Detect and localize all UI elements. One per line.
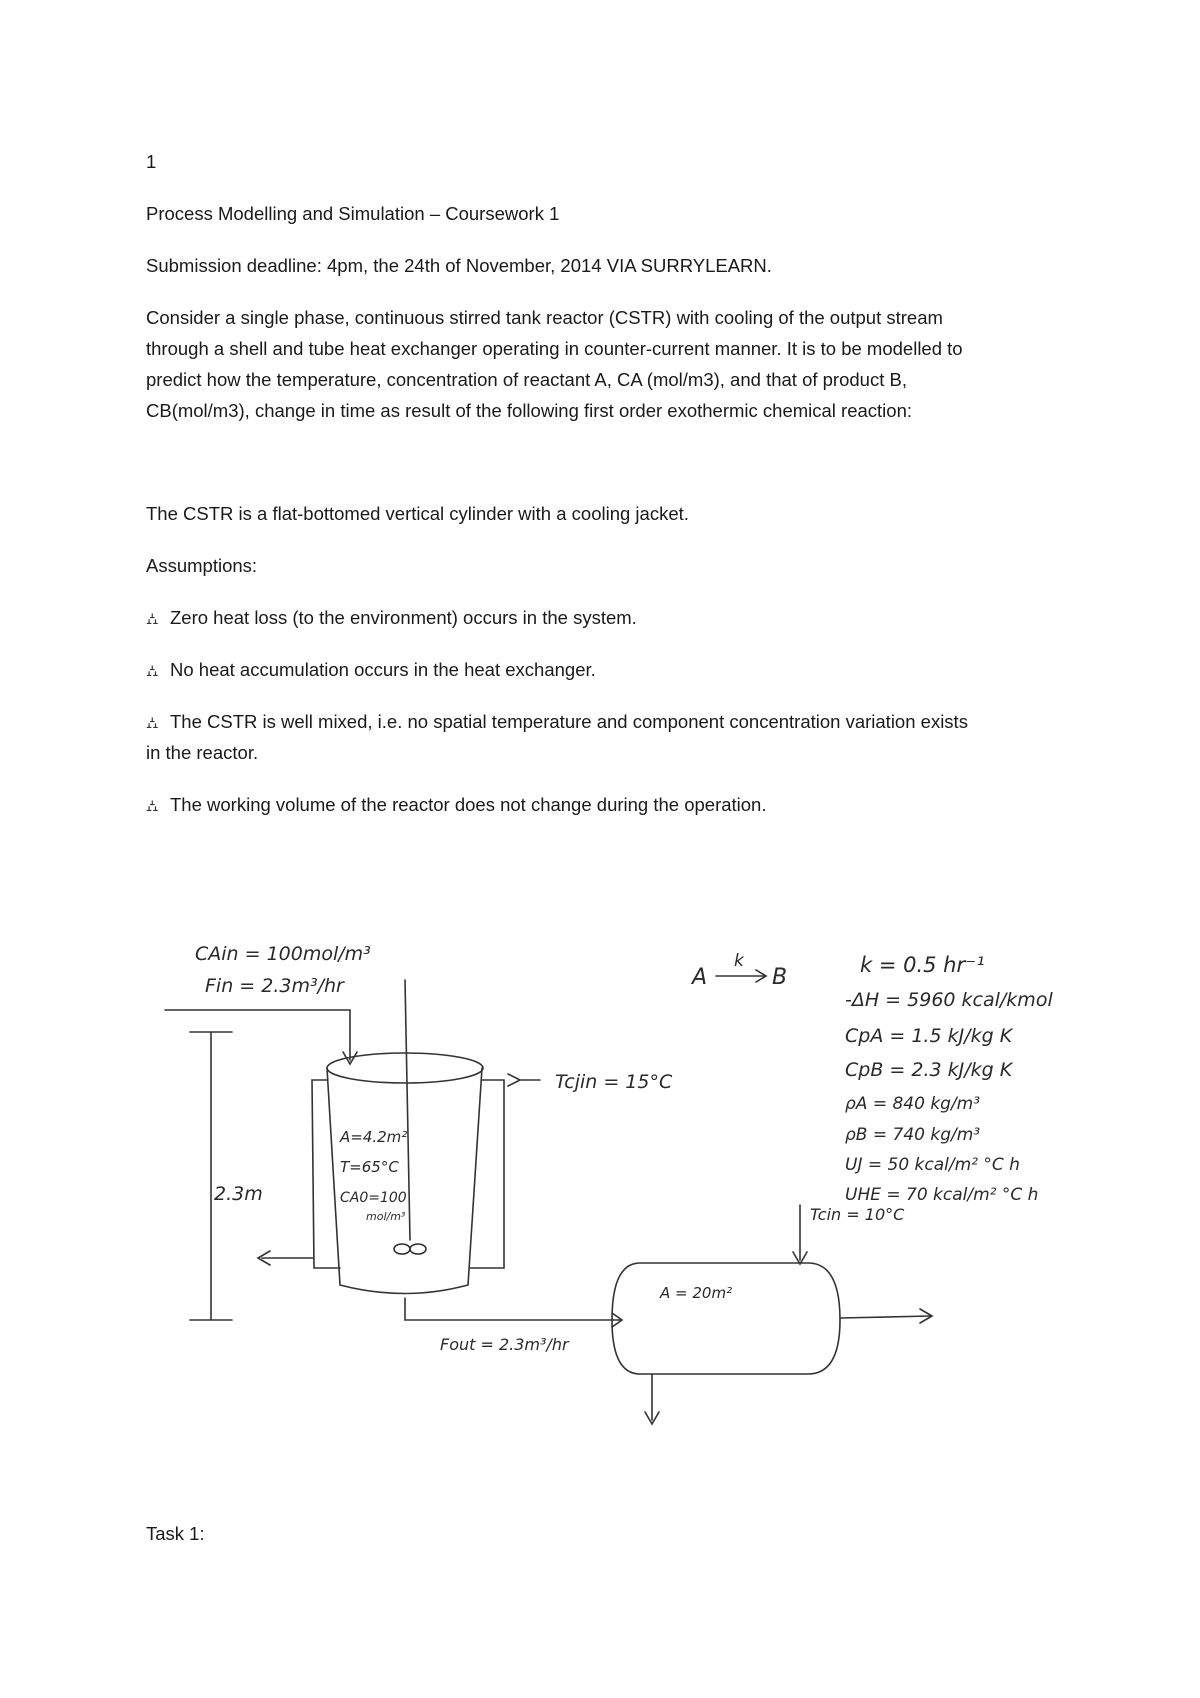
height-label: 2.3m: [214, 1183, 263, 1205]
cooling-jacket: [312, 1080, 340, 1268]
parameter-cpb: CpB = 2.3 kJ/kg K: [845, 1059, 1013, 1081]
assumption-text: Zero heat loss (to the environment) occurs in the system.: [170, 607, 637, 628]
tank-temperature: T=65°C: [340, 1158, 399, 1176]
tank-concentration-unit: mol/m³: [366, 1210, 406, 1223]
assumptions-heading: Assumptions:: [146, 555, 258, 576]
reactor-outlet-line: [405, 1298, 620, 1320]
submission-deadline: Submission deadline: 4pm, the 24th of November, 2014 VIA SURRYLEARN.: [146, 255, 772, 276]
assumption-item: [146, 706, 968, 739]
height-dimension: [190, 1032, 232, 1320]
parameter-uhe: UHE = 70 kcal/m² °C h: [845, 1185, 1039, 1205]
assumption-item: [146, 602, 637, 635]
bullet-icon: ⛼: [146, 663, 159, 680]
intro-line-4: CB(mol/m3), change in time as result of the following first order exothermic chemical reaction:: [146, 400, 912, 421]
product-outlet-line: [840, 1316, 930, 1318]
impeller: [410, 1244, 426, 1254]
intro-line-3: predict how the temperature, concentration of reactant A, CA (mol/m3), and that of product B,: [146, 369, 907, 390]
intro-line-2: through a shell and tube heat exchanger operating in counter-current manner. It is to be modelled to: [146, 338, 963, 359]
jacket-inlet-temperature: Tcjin = 15°C: [555, 1071, 673, 1093]
process-diagram: [0, 880, 1200, 1440]
parameter-enthalpy: -ΔH = 5960 kcal/kmol: [845, 989, 1053, 1011]
tank-concentration: CA0=100: [340, 1190, 407, 1206]
cstr-vessel-body: [327, 1068, 482, 1294]
document-title: Process Modelling and Simulation – Coursework 1: [146, 203, 560, 224]
intro-line-1: Consider a single phase, continuous stirred tank reactor (CSTR) with cooling of the output stream: [146, 307, 943, 328]
bullet-icon: ⛼: [146, 798, 159, 815]
parameter-k: k = 0.5 hr⁻¹: [860, 953, 985, 977]
feed-line: [165, 1010, 350, 1060]
parameter-uj: UJ = 50 kcal/m² °C h: [845, 1155, 1020, 1175]
bullet-icon: ⛼: [146, 715, 159, 732]
cstr-vessel-top: [327, 1053, 483, 1083]
reaction-lhs: A: [692, 965, 708, 990]
parameter-rho-a: ρA = 840 kg/m³: [845, 1094, 981, 1114]
coolant-inlet-temperature: Tcin = 10°C: [810, 1205, 905, 1224]
reaction-arrow: [716, 970, 766, 982]
assumption-text: The working volume of the reactor does not change during the operation.: [170, 794, 767, 815]
bullet-icon: ⛼: [146, 611, 159, 628]
inlet-flow: Fin = 2.3m³/hr: [205, 975, 344, 997]
outlet-flow: Fout = 2.3m³/hr: [440, 1335, 569, 1354]
inlet-concentration: CAin = 100mol/m³: [195, 943, 371, 965]
assumption-continuation: in the reactor.: [146, 742, 259, 763]
heat-exchanger-area: A = 20m²: [660, 1284, 733, 1302]
jacket-inlet-arrow: [508, 1074, 540, 1086]
tank-area: A=4.2m²: [340, 1128, 408, 1146]
reaction-k: k: [734, 951, 744, 971]
reaction-rhs: B: [772, 965, 788, 990]
task-heading: Task 1:: [146, 1523, 205, 1544]
cstr-description: The CSTR is a flat-bottomed vertical cylinder with a cooling jacket.: [146, 503, 689, 524]
parameter-rho-b: ρB = 740 kg/m³: [845, 1125, 981, 1145]
assumption-item: [146, 789, 766, 822]
parameter-cpa: CpA = 1.5 kJ/kg K: [845, 1025, 1013, 1047]
impeller: [394, 1244, 410, 1254]
assumption-text: The CSTR is well mixed, i.e. no spatial temperature and component concentration variation exists: [170, 711, 968, 732]
assumption-text: No heat accumulation occurs in the heat exchanger.: [170, 659, 596, 680]
page-number: 1: [146, 151, 157, 172]
heat-exchanger-shell: [612, 1263, 840, 1374]
assumption-item: [146, 654, 596, 687]
